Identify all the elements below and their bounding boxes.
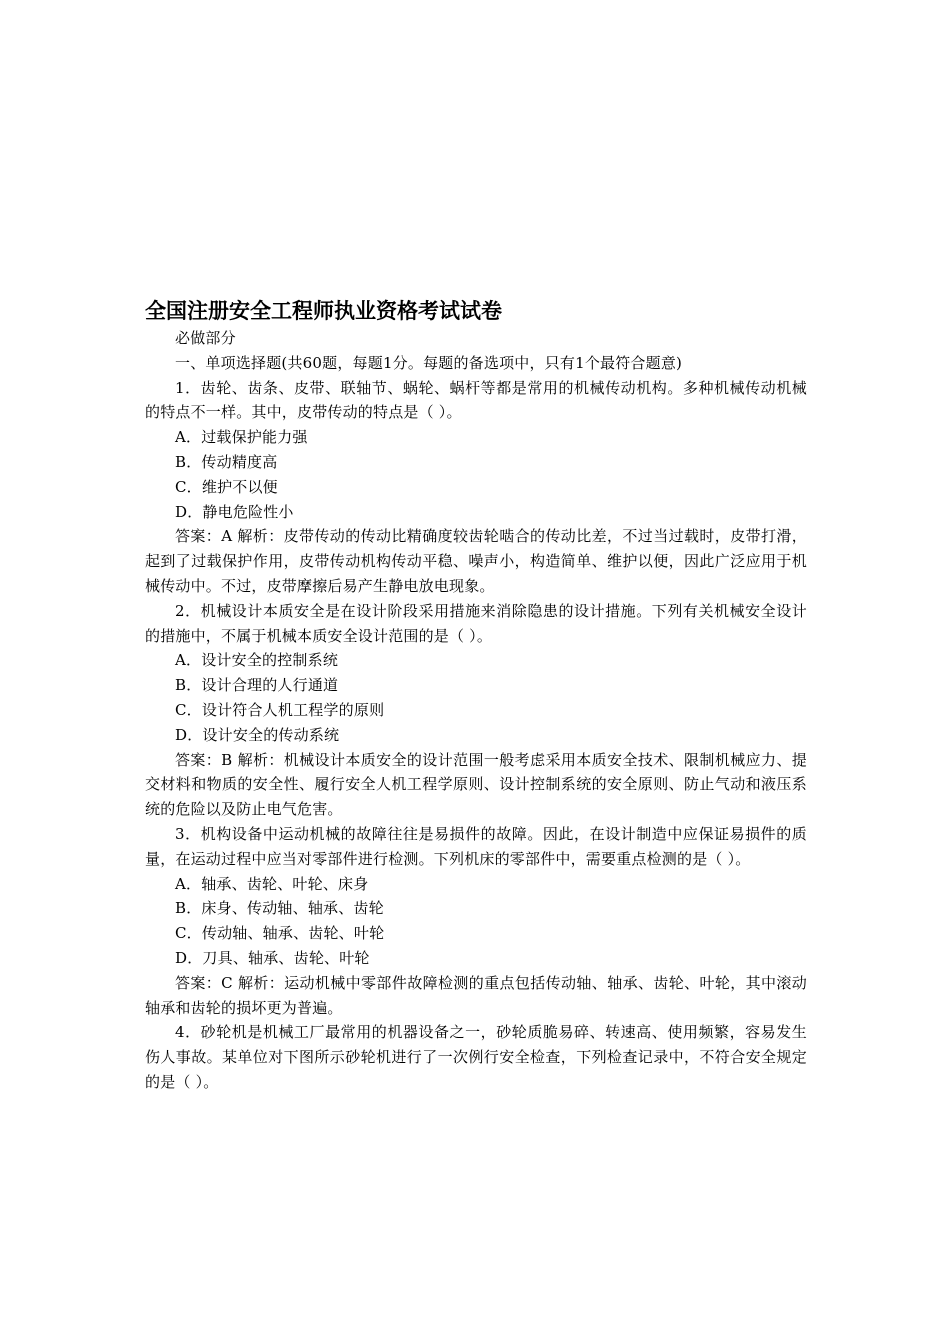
question-stem: 4．砂轮机是机械工厂最常用的机器设备之一，砂轮质脆易碎、转速高、使用频繁，容易发生伤人事故。某单位对下图所示砂轮机进行了一次例行安全检查，下列检查记录中，不符合安全规定的是（ ）。 (145, 1023, 807, 1091)
question-option: C．传动轴、轴承、齿轮、叶轮 (175, 924, 385, 943)
section-label: 必做部分 (175, 329, 236, 347)
question-option: B．床身、传动轴、轴承、齿轮 (175, 899, 384, 918)
question-stem: 1．齿轮、齿条、皮带、联轴节、蜗轮、蜗杆等都是常用的机械传动机构。多种机械传动机械的特点不一样。其中，皮带传动的特点是（ ）。 (145, 378, 807, 422)
part-header: 一、单项选择题(共60题，每题1分。每题的备选项中，只有1个最符合题意) (175, 353, 683, 372)
question-option: D．设计安全的传动系统 (175, 725, 340, 744)
question-answer: 答案：B 解析：机械设计本质安全的设计范围一般考虑采用本质安全技术、限制机械应力、提交材料和物质的安全性、履行安全人机工程学原则、设计控制系统的安全原则、防止气动和液压系统的危险以及防止电气危害。 (145, 750, 807, 819)
question-answer: 答案：C 解析：运动机械中零部件故障检测的重点包括传动轴、轴承、齿轮、叶轮，其中滚动轴承和齿轮的损坏更为普遍。 (145, 973, 807, 1017)
question-option: C．维护不以便 (175, 477, 278, 496)
question-stem: 2．机械设计本质安全是在设计阶段采用措施来消除隐患的设计措施。下列有关机械安全设计的措施中，不属于机械本质安全设计范围的是（ ）。 (145, 601, 807, 645)
question-option: C．设计符合人机工程学的原则 (175, 700, 385, 719)
question-option: B．传动精度高 (175, 452, 278, 471)
question-answer: 答案：A 解析：皮带传动的传动比精确度较齿轮啮合的传动比差，不过当过载时，皮带打滑，起到了过载保护作用，皮带传动机构传动平稳、噪声小，构造简单、维护以便，因此广泛应用于机械传动中。不过，皮带摩擦后易产生静电放电现象。 (145, 527, 807, 595)
question-option: A．轴承、齿轮、叶轮、床身 (175, 874, 369, 893)
document-page (145, 296, 807, 1095)
question-option: A．过载保护能力强 (175, 428, 308, 447)
question-option: D．静电危险性小 (175, 502, 294, 521)
document-title: 全国注册安全工程师执业资格考试试卷 (145, 299, 502, 323)
question-option: B．设计合理的人行通道 (175, 676, 339, 695)
question-stem: 3．机构设备中运动机械的故障往往是易损件的故障。因此，在设计制造中应保证易损件的质量，在运动过程中应当对零部件进行检测。下列机床的零部件中，需要重点检测的是（ ）。 (145, 824, 807, 868)
question-option: D．刀具、轴承、齿轮、叶轮 (175, 948, 370, 967)
question-option: A．设计安全的控制系统 (175, 651, 339, 670)
